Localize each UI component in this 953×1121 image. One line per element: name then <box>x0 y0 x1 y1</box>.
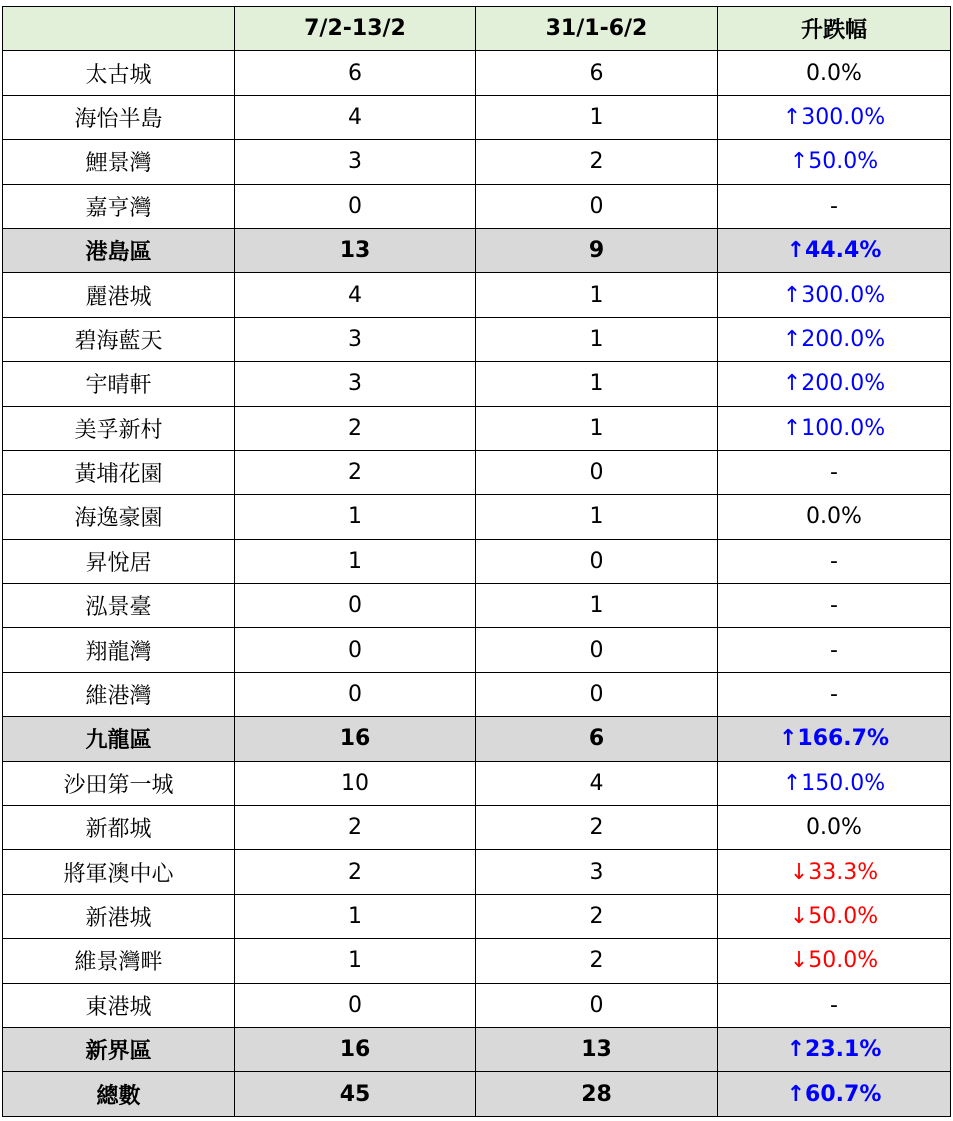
previous-count-cell: 28 <box>476 1072 718 1116</box>
change-cell: ↑200.0% <box>718 317 951 361</box>
estate-name-cell: 太古城 <box>3 51 235 95</box>
current-count-cell: 0 <box>235 628 476 672</box>
table-row <box>3 317 951 361</box>
current-count-cell: 3 <box>235 362 476 406</box>
subtotal-row <box>3 1072 951 1116</box>
change-cell: ↑300.0% <box>718 95 951 139</box>
table-row <box>3 806 951 850</box>
previous-count-cell: 2 <box>476 894 718 938</box>
estate-name-cell: 海怡半島 <box>3 95 235 139</box>
current-count-cell: 2 <box>235 450 476 494</box>
change-cell: ↑23.1% <box>718 1027 951 1071</box>
change-cell: ↑44.4% <box>718 228 951 272</box>
current-count-cell: 1 <box>235 939 476 983</box>
table-row <box>3 983 951 1027</box>
current-count-cell: 3 <box>235 317 476 361</box>
table-row <box>3 273 951 317</box>
current-count-cell: 0 <box>235 584 476 628</box>
estate-name-cell: 翔龍灣 <box>3 628 235 672</box>
table-row <box>3 628 951 672</box>
current-count-cell: 1 <box>235 495 476 539</box>
estate-name-cell: 昇悅居 <box>3 539 235 583</box>
table-row <box>3 51 951 95</box>
change-cell: - <box>718 184 951 228</box>
subtotal-row <box>3 1027 951 1071</box>
table-row <box>3 362 951 406</box>
current-count-cell: 10 <box>235 761 476 805</box>
table-row <box>3 140 951 184</box>
previous-count-cell: 6 <box>476 51 718 95</box>
change-cell: ↓50.0% <box>718 939 951 983</box>
previous-count-cell: 6 <box>476 717 718 761</box>
previous-count-cell: 1 <box>476 362 718 406</box>
current-count-cell: 1 <box>235 539 476 583</box>
current-count-cell: 13 <box>235 228 476 272</box>
header-estate <box>3 7 235 51</box>
current-count-cell: 1 <box>235 894 476 938</box>
current-count-cell: 4 <box>235 273 476 317</box>
change-cell: ↑300.0% <box>718 273 951 317</box>
change-cell: - <box>718 983 951 1027</box>
current-count-cell: 2 <box>235 850 476 894</box>
current-count-cell: 2 <box>235 806 476 850</box>
header-row <box>3 7 951 51</box>
previous-count-cell: 0 <box>476 539 718 583</box>
previous-count-cell: 0 <box>476 184 718 228</box>
current-count-cell: 6 <box>235 51 476 95</box>
estate-name-cell: 鯉景灣 <box>3 140 235 184</box>
previous-count-cell: 0 <box>476 628 718 672</box>
subtotal-row <box>3 717 951 761</box>
table-row <box>3 184 951 228</box>
current-count-cell: 3 <box>235 140 476 184</box>
table-row <box>3 450 951 494</box>
table-row <box>3 894 951 938</box>
previous-count-cell: 1 <box>476 95 718 139</box>
current-count-cell: 16 <box>235 1027 476 1071</box>
table-row <box>3 495 951 539</box>
estate-name-cell: 麗港城 <box>3 273 235 317</box>
change-cell: ↑166.7% <box>718 717 951 761</box>
previous-count-cell: 0 <box>476 983 718 1027</box>
table-body <box>3 51 951 1116</box>
estate-name-cell: 嘉亨灣 <box>3 184 235 228</box>
estate-name-cell: 黃埔花園 <box>3 450 235 494</box>
estate-name-cell: 碧海藍天 <box>3 317 235 361</box>
table-row <box>3 95 951 139</box>
previous-count-cell: 1 <box>476 406 718 450</box>
estate-name-cell: 新界區 <box>3 1027 235 1071</box>
change-cell: - <box>718 539 951 583</box>
table-row <box>3 850 951 894</box>
change-cell: 0.0% <box>718 51 951 95</box>
header-change: 升跌幅 <box>718 7 951 51</box>
current-count-cell: 4 <box>235 95 476 139</box>
change-cell: ↑60.7% <box>718 1072 951 1116</box>
estate-name-cell: 泓景臺 <box>3 584 235 628</box>
previous-count-cell: 0 <box>476 672 718 716</box>
estate-name-cell: 宇晴軒 <box>3 362 235 406</box>
estate-name-cell: 維港灣 <box>3 672 235 716</box>
previous-count-cell: 4 <box>476 761 718 805</box>
previous-count-cell: 2 <box>476 806 718 850</box>
header-current-week: 7/2-13/2 <box>235 7 476 51</box>
previous-count-cell: 1 <box>476 273 718 317</box>
current-count-cell: 2 <box>235 406 476 450</box>
change-cell: - <box>718 450 951 494</box>
change-cell: ↑200.0% <box>718 362 951 406</box>
current-count-cell: 0 <box>235 184 476 228</box>
transactions-table <box>2 6 951 1117</box>
estate-name-cell: 維景灣畔 <box>3 939 235 983</box>
previous-count-cell: 13 <box>476 1027 718 1071</box>
change-cell: - <box>718 628 951 672</box>
change-cell: ↓33.3% <box>718 850 951 894</box>
change-cell: 0.0% <box>718 495 951 539</box>
table-row <box>3 672 951 716</box>
current-count-cell: 0 <box>235 672 476 716</box>
previous-count-cell: 3 <box>476 850 718 894</box>
previous-count-cell: 1 <box>476 495 718 539</box>
estate-name-cell: 沙田第一城 <box>3 761 235 805</box>
change-cell: ↑100.0% <box>718 406 951 450</box>
table-row <box>3 539 951 583</box>
header-previous-week: 31/1-6/2 <box>476 7 718 51</box>
change-cell: ↓50.0% <box>718 894 951 938</box>
current-count-cell: 16 <box>235 717 476 761</box>
estate-name-cell: 九龍區 <box>3 717 235 761</box>
previous-count-cell: 1 <box>476 584 718 628</box>
estate-name-cell: 新港城 <box>3 894 235 938</box>
estate-name-cell: 將軍澳中心 <box>3 850 235 894</box>
table-row <box>3 939 951 983</box>
change-cell: ↑150.0% <box>718 761 951 805</box>
change-cell: ↑50.0% <box>718 140 951 184</box>
previous-count-cell: 0 <box>476 450 718 494</box>
change-cell: - <box>718 584 951 628</box>
previous-count-cell: 9 <box>476 228 718 272</box>
estate-name-cell: 新都城 <box>3 806 235 850</box>
table-row <box>3 584 951 628</box>
change-cell: - <box>718 672 951 716</box>
change-cell: 0.0% <box>718 806 951 850</box>
estate-name-cell: 港島區 <box>3 228 235 272</box>
subtotal-row <box>3 228 951 272</box>
previous-count-cell: 2 <box>476 939 718 983</box>
current-count-cell: 45 <box>235 1072 476 1116</box>
table-row <box>3 406 951 450</box>
estate-name-cell: 海逸豪園 <box>3 495 235 539</box>
previous-count-cell: 2 <box>476 140 718 184</box>
current-count-cell: 0 <box>235 983 476 1027</box>
estate-name-cell: 總數 <box>3 1072 235 1116</box>
estate-name-cell: 美孚新村 <box>3 406 235 450</box>
table-row <box>3 761 951 805</box>
previous-count-cell: 1 <box>476 317 718 361</box>
estate-name-cell: 東港城 <box>3 983 235 1027</box>
